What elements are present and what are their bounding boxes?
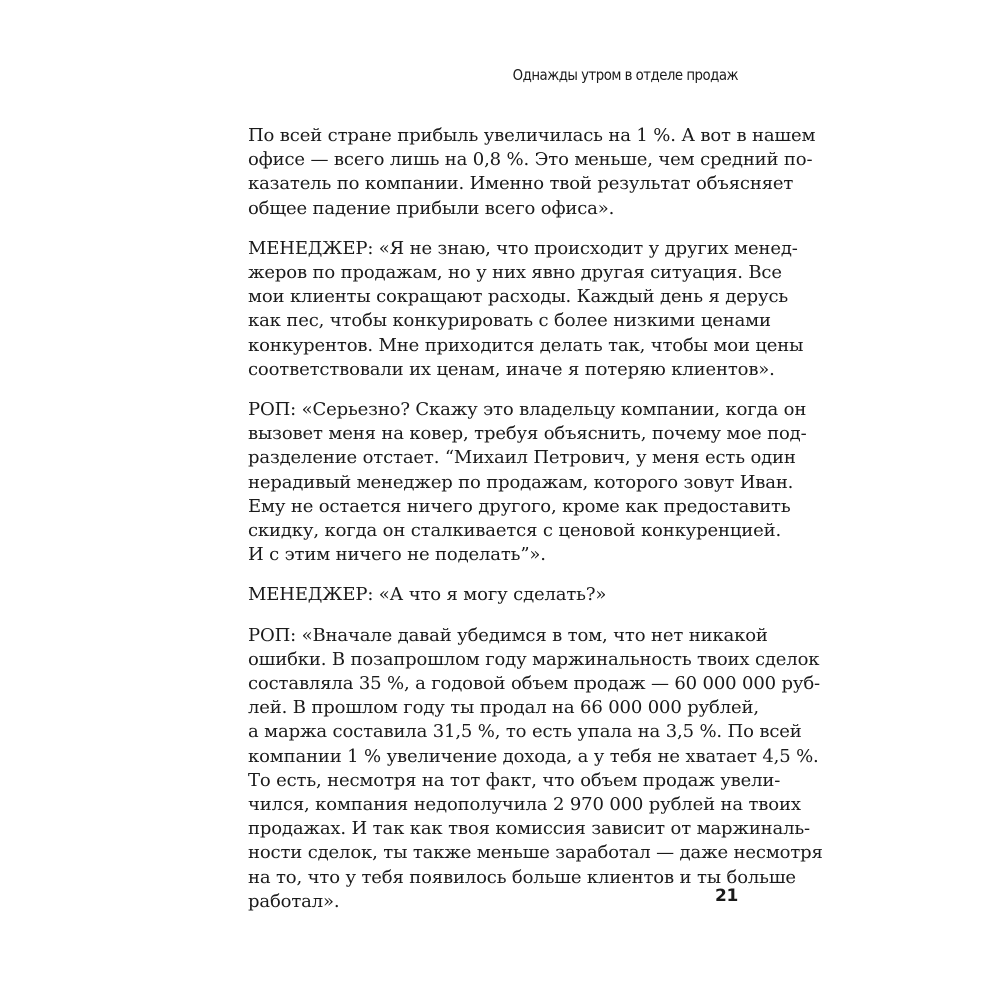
text-line: общее падение прибыли всего офиса».: [248, 197, 615, 219]
text-line: соответствовали их ценам, иначе я потеряю клиентов».: [248, 358, 775, 380]
text-line: Ему не остается ничего другого, кроме как предоставить: [248, 495, 791, 517]
text-line: лей. В прошлом году ты продал на 66 000 000 рублей,: [248, 697, 759, 719]
running-header: Однажды утром в отделе продаж: [512, 66, 738, 84]
body-text: [248, 124, 823, 930]
text-line: скидку, когда он сталкивается с ценовой конкуренцией.: [248, 520, 782, 542]
paragraph-3: [248, 398, 807, 567]
text-line: разделение отстает. “Михаил Петрович, у меня есть один: [248, 447, 796, 469]
text-line: как пес, чтобы конкурировать с более низкими ценами: [248, 310, 771, 332]
text-line: офисе — всего лишь на 0,8 %. Это меньше, чем средний по-: [248, 149, 813, 171]
text-line: МЕНЕДЖЕР: «А что я могу сделать?»: [248, 584, 607, 606]
text-line: И с этим ничего не поделать”».: [248, 544, 546, 566]
text-line: составляла 35 %, а годовой объем продаж — 60 000 000 руб-: [248, 673, 820, 695]
text-line: То есть, несмотря на тот факт, что объем продаж увели-: [248, 769, 781, 791]
text-line: РОП: «Серьезно? Скажу это владельцу компании, когда он: [248, 399, 807, 421]
paragraph-2: [248, 237, 804, 382]
text-line: ности сделок, ты также меньше заработал — даже несмотря: [248, 842, 823, 864]
text-line: компании 1 % увеличение дохода, а у тебя не хватает 4,5 %.: [248, 745, 819, 767]
text-line: РОП: «Вначале давай убедимся в том, что нет никакой: [248, 624, 768, 646]
text-line: на то, что у тебя появилось больше клиентов и ты больше: [248, 866, 796, 888]
text-line: а маржа составила 31,5 %, то есть упала на 3,5 %. По всей: [248, 721, 802, 743]
text-line: По всей стране прибыль увеличилась на 1 %. А вот в нашем: [248, 125, 816, 146]
text-line: мои клиенты сокращают расходы. Каждый день я дерусь: [248, 286, 789, 308]
text-line: жеров по продажам, но у них явно другая ситуация. Все: [248, 262, 782, 284]
text-line: нерадивый менеджер по продажам, которого зовут Иван.: [248, 471, 794, 493]
paragraph-5: [248, 624, 823, 914]
text-line: конкурентов. Мне приходится делать так, чтобы мои цены: [248, 334, 804, 356]
text-line: чился, компания недополучила 2 970 000 рублей на твоих: [248, 794, 801, 816]
paragraph-4: [248, 583, 738, 607]
text-line: продажах. И так как твоя комиссия зависит от маржиналь-: [248, 818, 810, 840]
text-line: работал».: [248, 890, 340, 912]
text-line: казатель по компании. Именно твой результат объясняет: [248, 173, 794, 195]
paragraph-1: [248, 124, 816, 221]
text-line: МЕНЕДЖЕР: «Я не знаю, что происходит у других менед-: [248, 237, 798, 259]
page-number: 21: [714, 886, 738, 906]
text-line: ошибки. В позапрошлом году маржинальность твоих сделок: [248, 648, 820, 670]
text-line: вызовет меня на ковер, требуя объяснить, почему мое под-: [248, 423, 807, 445]
